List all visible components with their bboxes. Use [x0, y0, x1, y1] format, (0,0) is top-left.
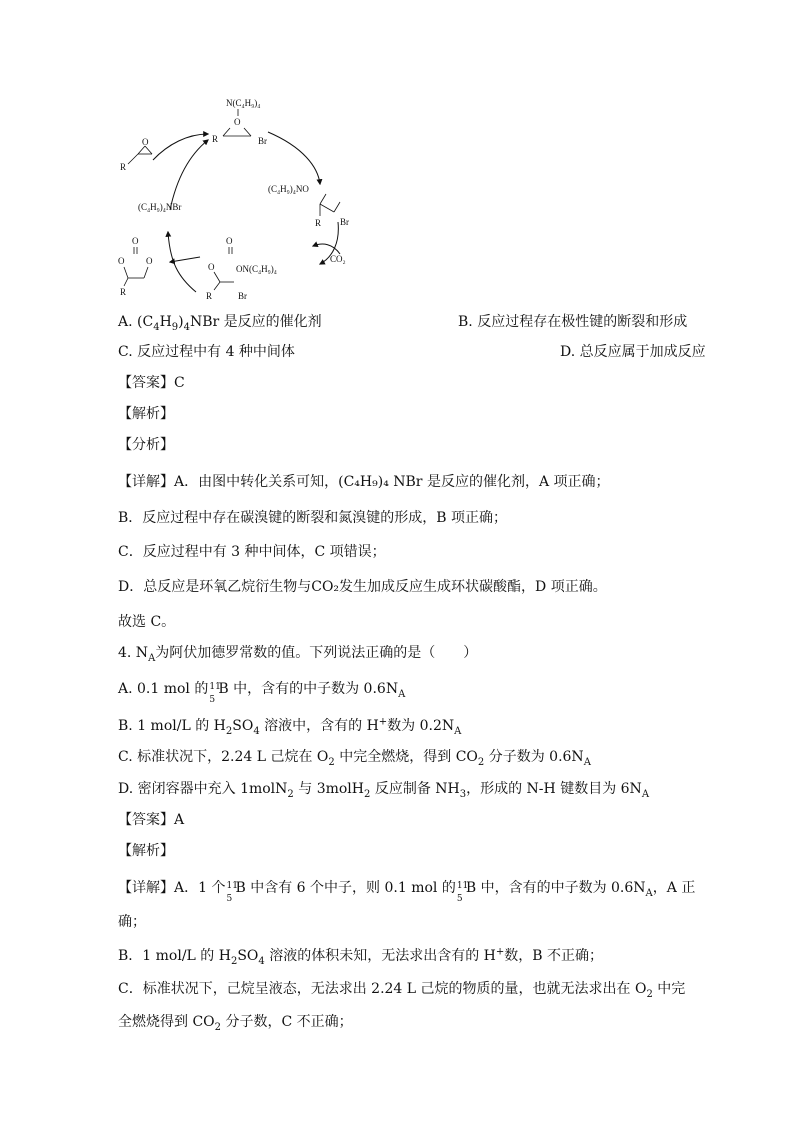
q3-analysis-heading: 【解析】	[118, 406, 174, 422]
left-r-label: R	[120, 162, 127, 172]
q4-option-b[interactable]: B. 1 mol/L 的 $H_2SO_4$ 溶液中，含有的 H+数为 $0.2N_A$	[118, 716, 462, 737]
q4-stem: 4. $N_A$为阿伏加德罗常数的值。下列说法正确的是（ ）	[118, 645, 478, 664]
q3-option-d[interactable]: D. 总反应属于加成反应	[560, 344, 706, 360]
bottom-o2-label: O	[208, 262, 215, 272]
right-group-label: (C₄H₉)₄NO	[268, 184, 309, 194]
product-o1-label: O	[132, 236, 139, 246]
bottom-on-label: ON(C₄H₉)₄	[236, 264, 277, 274]
left-o-label: O	[142, 137, 149, 147]
product-o2-label: O	[118, 256, 125, 266]
q4-option-d[interactable]: D. 密闭容器中充入 1molN$_2$ 与 3molH$_2$ 反应制备 $NH_3$，形成的 N-H 键数目为 $6N_A$	[118, 781, 650, 800]
bottom-r-label: R	[206, 291, 213, 301]
product-r-label: R	[120, 287, 127, 297]
cycle-arrow-left-up	[170, 140, 208, 210]
top-group-label: N(C₄H₉)₄	[226, 98, 261, 108]
catalyst-label: (C₄H₉)₄NBr	[138, 202, 182, 212]
q3-option-a[interactable]: A. $(C_4H_9)_4NBr$ 是反应的催化剂	[118, 314, 322, 333]
right-br-label: Br	[340, 217, 349, 227]
q3-detail-a: 【详解】A．由图中转化关系可知，(C₄H₉)₄ NBr 是反应的催化剂，A 项正确；	[118, 474, 610, 490]
q3-answer: 【答案】C	[118, 375, 185, 391]
q3-options-row-2	[118, 342, 734, 362]
q4-option-c[interactable]: C. 标准状况下，2.24 L 己烷在 $O_2$ 中完全燃烧，得到 $CO_2$ 分子数为 $0.6N_A$	[118, 749, 591, 768]
q3-options-row-1	[118, 312, 734, 332]
q4-detail-c-cont: 全燃烧得到 $CO_2$ 分子数，C 不正确；	[118, 1014, 353, 1033]
co2-label: CO₂	[330, 254, 346, 264]
q3-fenxi-heading: 【分析】	[118, 437, 174, 453]
q4-detail-b: B．1 mol/L 的 $H_2SO_4$ 溶液的体积未知，无法求出含有的 H+数，B 不正确；	[118, 946, 604, 967]
product-o3-label: O	[146, 256, 153, 266]
q4-detail-a: 【详解】A．1 个 11 5 B 中含有 6 个中子，则 0.1 mol 的 11 5 B 中，含有的中子数为 $0.6N_A$，A 正	[118, 880, 696, 904]
q3-detail-b: B．反应过程中存在碳溴键的断裂和氮溴键的形成，B 项正确；	[118, 510, 508, 526]
q4-detail-a-cont: 确；	[118, 914, 146, 930]
q4-detail-c: C．标准状况下，己烷呈液态，无法求出 2.24 L 己烷的物质的量，也就无法求出在 $O_2$ 中完	[118, 981, 686, 1000]
bottom-br-label: Br	[238, 291, 247, 301]
q4-analysis-heading: 【解析】	[118, 843, 174, 859]
q3-detail-d: D．总反应是环氧乙烷衍生物与CO₂发生加成反应生成环状碳酸酯，D 项正确。	[118, 579, 607, 595]
top-r-label: R	[212, 134, 219, 144]
q3-conclusion: 故选 C。	[118, 614, 176, 630]
q4-answer: 【答案】A	[118, 812, 185, 828]
reaction-cycle-diagram	[108, 92, 368, 302]
right-r-label: R	[315, 218, 322, 228]
q3-detail-c: C．反应过程中有 3 种中间体，C 项错误；	[118, 544, 386, 560]
bottom-o1-label: O	[226, 236, 233, 246]
product-exit-arrow	[170, 257, 200, 262]
q3-option-c[interactable]: C. 反应过程中有 4 种中间体	[118, 344, 295, 360]
top-o-label: O	[234, 117, 241, 127]
cycle-arrow-top-right	[268, 132, 320, 184]
q4-option-a[interactable]: A. 0.1 mol 的 11 5 B 中，含有的中子数为 $0.6N_A$	[118, 681, 406, 705]
q3-option-b[interactable]: B. 反应过程存在极性键的断裂和形成	[458, 314, 688, 330]
top-br-label: Br	[258, 136, 267, 146]
